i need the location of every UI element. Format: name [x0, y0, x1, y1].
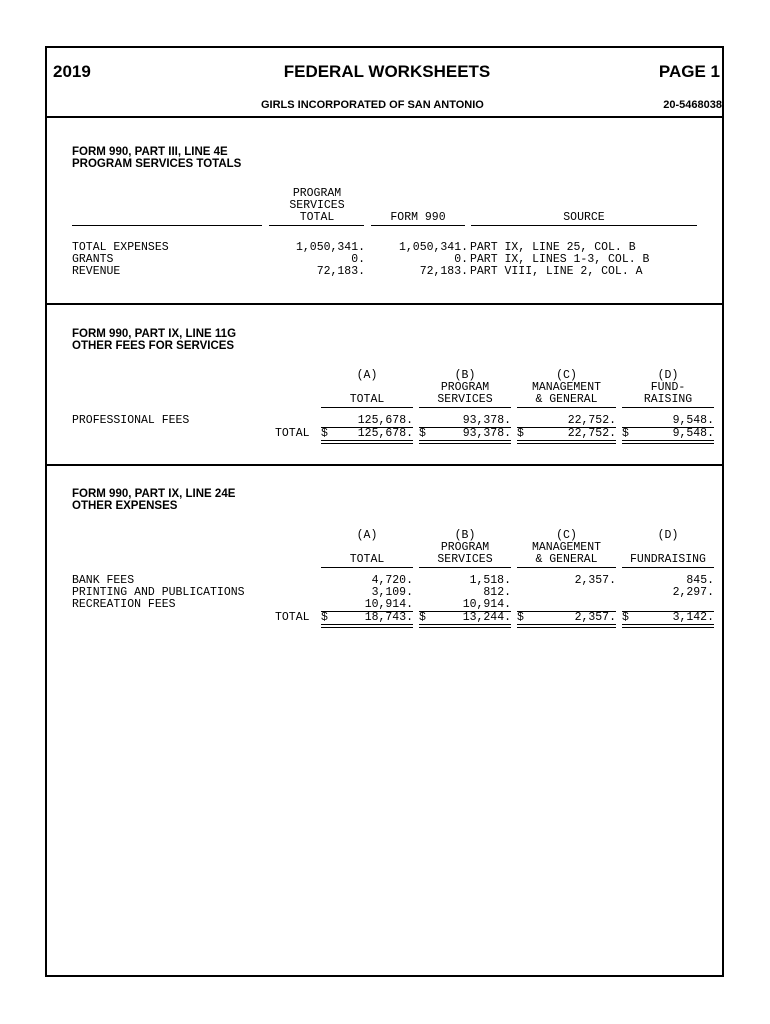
s1-row-program-services: 0. [351, 253, 365, 266]
s2-total-double-rule [622, 440, 714, 444]
s3-total-currency: $ [622, 611, 629, 624]
s2-row-label: PROFESSIONAL FEES [72, 414, 190, 427]
s2-col-a-underline [321, 407, 413, 408]
s2-col-b-header2: SERVICES [437, 393, 493, 406]
s3-total-double-rule [622, 624, 714, 628]
s3-col-d-letter: (D) [657, 529, 679, 542]
s1-title-line1: FORM 990, PART III, LINE 4E [72, 146, 228, 158]
s1-row-label: GRANTS [72, 253, 114, 266]
s3-total-currency: $ [321, 611, 328, 624]
s3-total-currency: $ [419, 611, 426, 624]
s3-col-a-letter: (A) [356, 529, 378, 542]
s1-row-label: TOTAL EXPENSES [72, 241, 169, 254]
s2-total-total: 125,678. [357, 427, 413, 440]
s3-col-c-letter: (C) [556, 529, 577, 542]
s2-row-total: 125,678. [357, 414, 413, 427]
s1-col-header-source: SOURCE [563, 211, 605, 224]
s3-row-fundraising: 845. [686, 574, 714, 587]
s1-col-header-program: PROGRAM [292, 187, 342, 200]
s3-col-c-header1: MANAGEMENT [531, 541, 601, 554]
s1-row-form990: 1,050,341. [398, 241, 468, 254]
s3-row-fundraising: 2,297. [672, 586, 714, 599]
s2-total-management-general: 22,752. [567, 427, 616, 440]
worksheet-page [45, 46, 724, 977]
s3-total-double-rule [419, 624, 511, 628]
s2-col-a-header: TOTAL [349, 393, 385, 406]
s2-total-program-services: 93,378. [462, 427, 511, 440]
s2-col-b-letter: (B) [454, 369, 476, 382]
section-divider [47, 464, 722, 466]
s2-col-d-underline [622, 407, 714, 408]
s1-col2-underline [371, 225, 465, 226]
s3-total-label: TOTAL [275, 611, 310, 624]
s1-row-source: PART IX, LINE 25, COL. B [470, 241, 636, 254]
s3-col-c-header2: & GENERAL [535, 553, 598, 566]
s2-col-c-header1: MANAGEMENT [531, 381, 601, 394]
s3-title-line1: FORM 990, PART IX, LINE 24E [72, 488, 236, 500]
s3-total-double-rule [517, 624, 616, 628]
s1-col-header-form990: FORM 990 [390, 211, 446, 224]
s2-col-a-letter: (A) [356, 369, 378, 382]
s2-total-currency: $ [517, 427, 524, 440]
s3-total-management-general: 2,357. [574, 611, 616, 624]
s2-total-currency: $ [321, 427, 328, 440]
s1-row-form990: 0. [454, 253, 468, 266]
s3-row-total: 10,914. [364, 598, 413, 611]
s1-row-program-services: 72,183. [316, 265, 365, 278]
s3-total-currency: $ [517, 611, 524, 624]
s2-title-line2: OTHER FEES FOR SERVICES [72, 340, 235, 352]
s1-title-line2: PROGRAM SERVICES TOTALS [72, 158, 242, 170]
s1-col-header-total: TOTAL [299, 211, 335, 224]
s2-total-double-rule [419, 440, 511, 444]
s2-total-currency: $ [622, 427, 629, 440]
page-title: FEDERAL WORKSHEETS [283, 62, 491, 81]
s2-col-c-underline [517, 407, 616, 408]
s1-row-source: PART IX, LINES 1-3, COL. B [470, 253, 650, 266]
organization-name: GIRLS INCORPORATED OF SAN ANTONIO [261, 99, 484, 111]
s1-row-form990: 72,183. [419, 265, 468, 278]
ein: 20-5468038 [663, 99, 722, 111]
s2-col-d-header2: RAISING [643, 393, 693, 406]
s3-total-fundraising: 3,142. [672, 611, 714, 624]
s2-row-management-general: 22,752. [567, 414, 616, 427]
s3-row-label: PRINTING AND PUBLICATIONS [72, 586, 245, 599]
page-number: PAGE 1 [658, 62, 720, 81]
s1-col1-underline [269, 225, 364, 226]
s1-row-source: PART VIII, LINE 2, COL. A [470, 265, 643, 278]
s3-col-b-underline [419, 567, 511, 568]
s3-row-program-services: 10,914. [462, 598, 511, 611]
s3-row-program-services: 812. [483, 586, 511, 599]
s3-col-b-header1: PROGRAM [440, 541, 490, 554]
s2-col-b-header1: PROGRAM [440, 381, 490, 394]
s3-row-program-services: 1,518. [469, 574, 511, 587]
s3-total-program-services: 13,244. [462, 611, 511, 624]
s1-row-program-services: 1,050,341. [295, 241, 365, 254]
s3-col-b-header2: SERVICES [437, 553, 493, 566]
section-divider [47, 303, 722, 305]
s3-row-total: 3,109. [371, 586, 413, 599]
s3-col-c-underline [517, 567, 616, 568]
s1-col-header-services: SERVICES [289, 199, 345, 212]
s3-total-total: 18,743. [364, 611, 413, 624]
s2-total-currency: $ [419, 427, 426, 440]
s2-col-b-underline [419, 407, 511, 408]
s1-label-underline [72, 225, 262, 226]
s3-row-label: BANK FEES [72, 574, 135, 587]
s2-row-program-services: 93,378. [462, 414, 511, 427]
s3-row-management-general: 2,357. [574, 574, 616, 587]
s3-col-a-underline [321, 567, 413, 568]
header-divider [47, 116, 722, 118]
s2-col-c-header2: & GENERAL [535, 393, 598, 406]
s2-col-d-header1: FUND- [650, 381, 686, 394]
s3-col-d-underline [622, 567, 714, 568]
s2-total-label: TOTAL [275, 427, 310, 440]
s3-col-a-header: TOTAL [349, 553, 385, 566]
s2-total-double-rule [321, 440, 413, 444]
s2-row-fundraising: 9,548. [672, 414, 714, 427]
s1-row-label: REVENUE [72, 265, 121, 278]
s1-col3-underline [471, 225, 697, 226]
s2-title-line1: FORM 990, PART IX, LINE 11G [72, 328, 237, 340]
s2-col-d-letter: (D) [657, 369, 679, 382]
s3-col-b-letter: (B) [454, 529, 476, 542]
s2-total-fundraising: 9,548. [672, 427, 714, 440]
s3-col-d-header: FUNDRAISING [630, 553, 706, 566]
s3-title-line2: OTHER EXPENSES [72, 500, 178, 512]
s2-col-c-letter: (C) [556, 369, 577, 382]
s3-row-total: 4,720. [371, 574, 413, 587]
s3-row-label: RECREATION FEES [72, 598, 176, 611]
tax-year: 2019 [53, 62, 91, 81]
s2-total-double-rule [517, 440, 616, 444]
s3-total-double-rule [321, 624, 413, 628]
